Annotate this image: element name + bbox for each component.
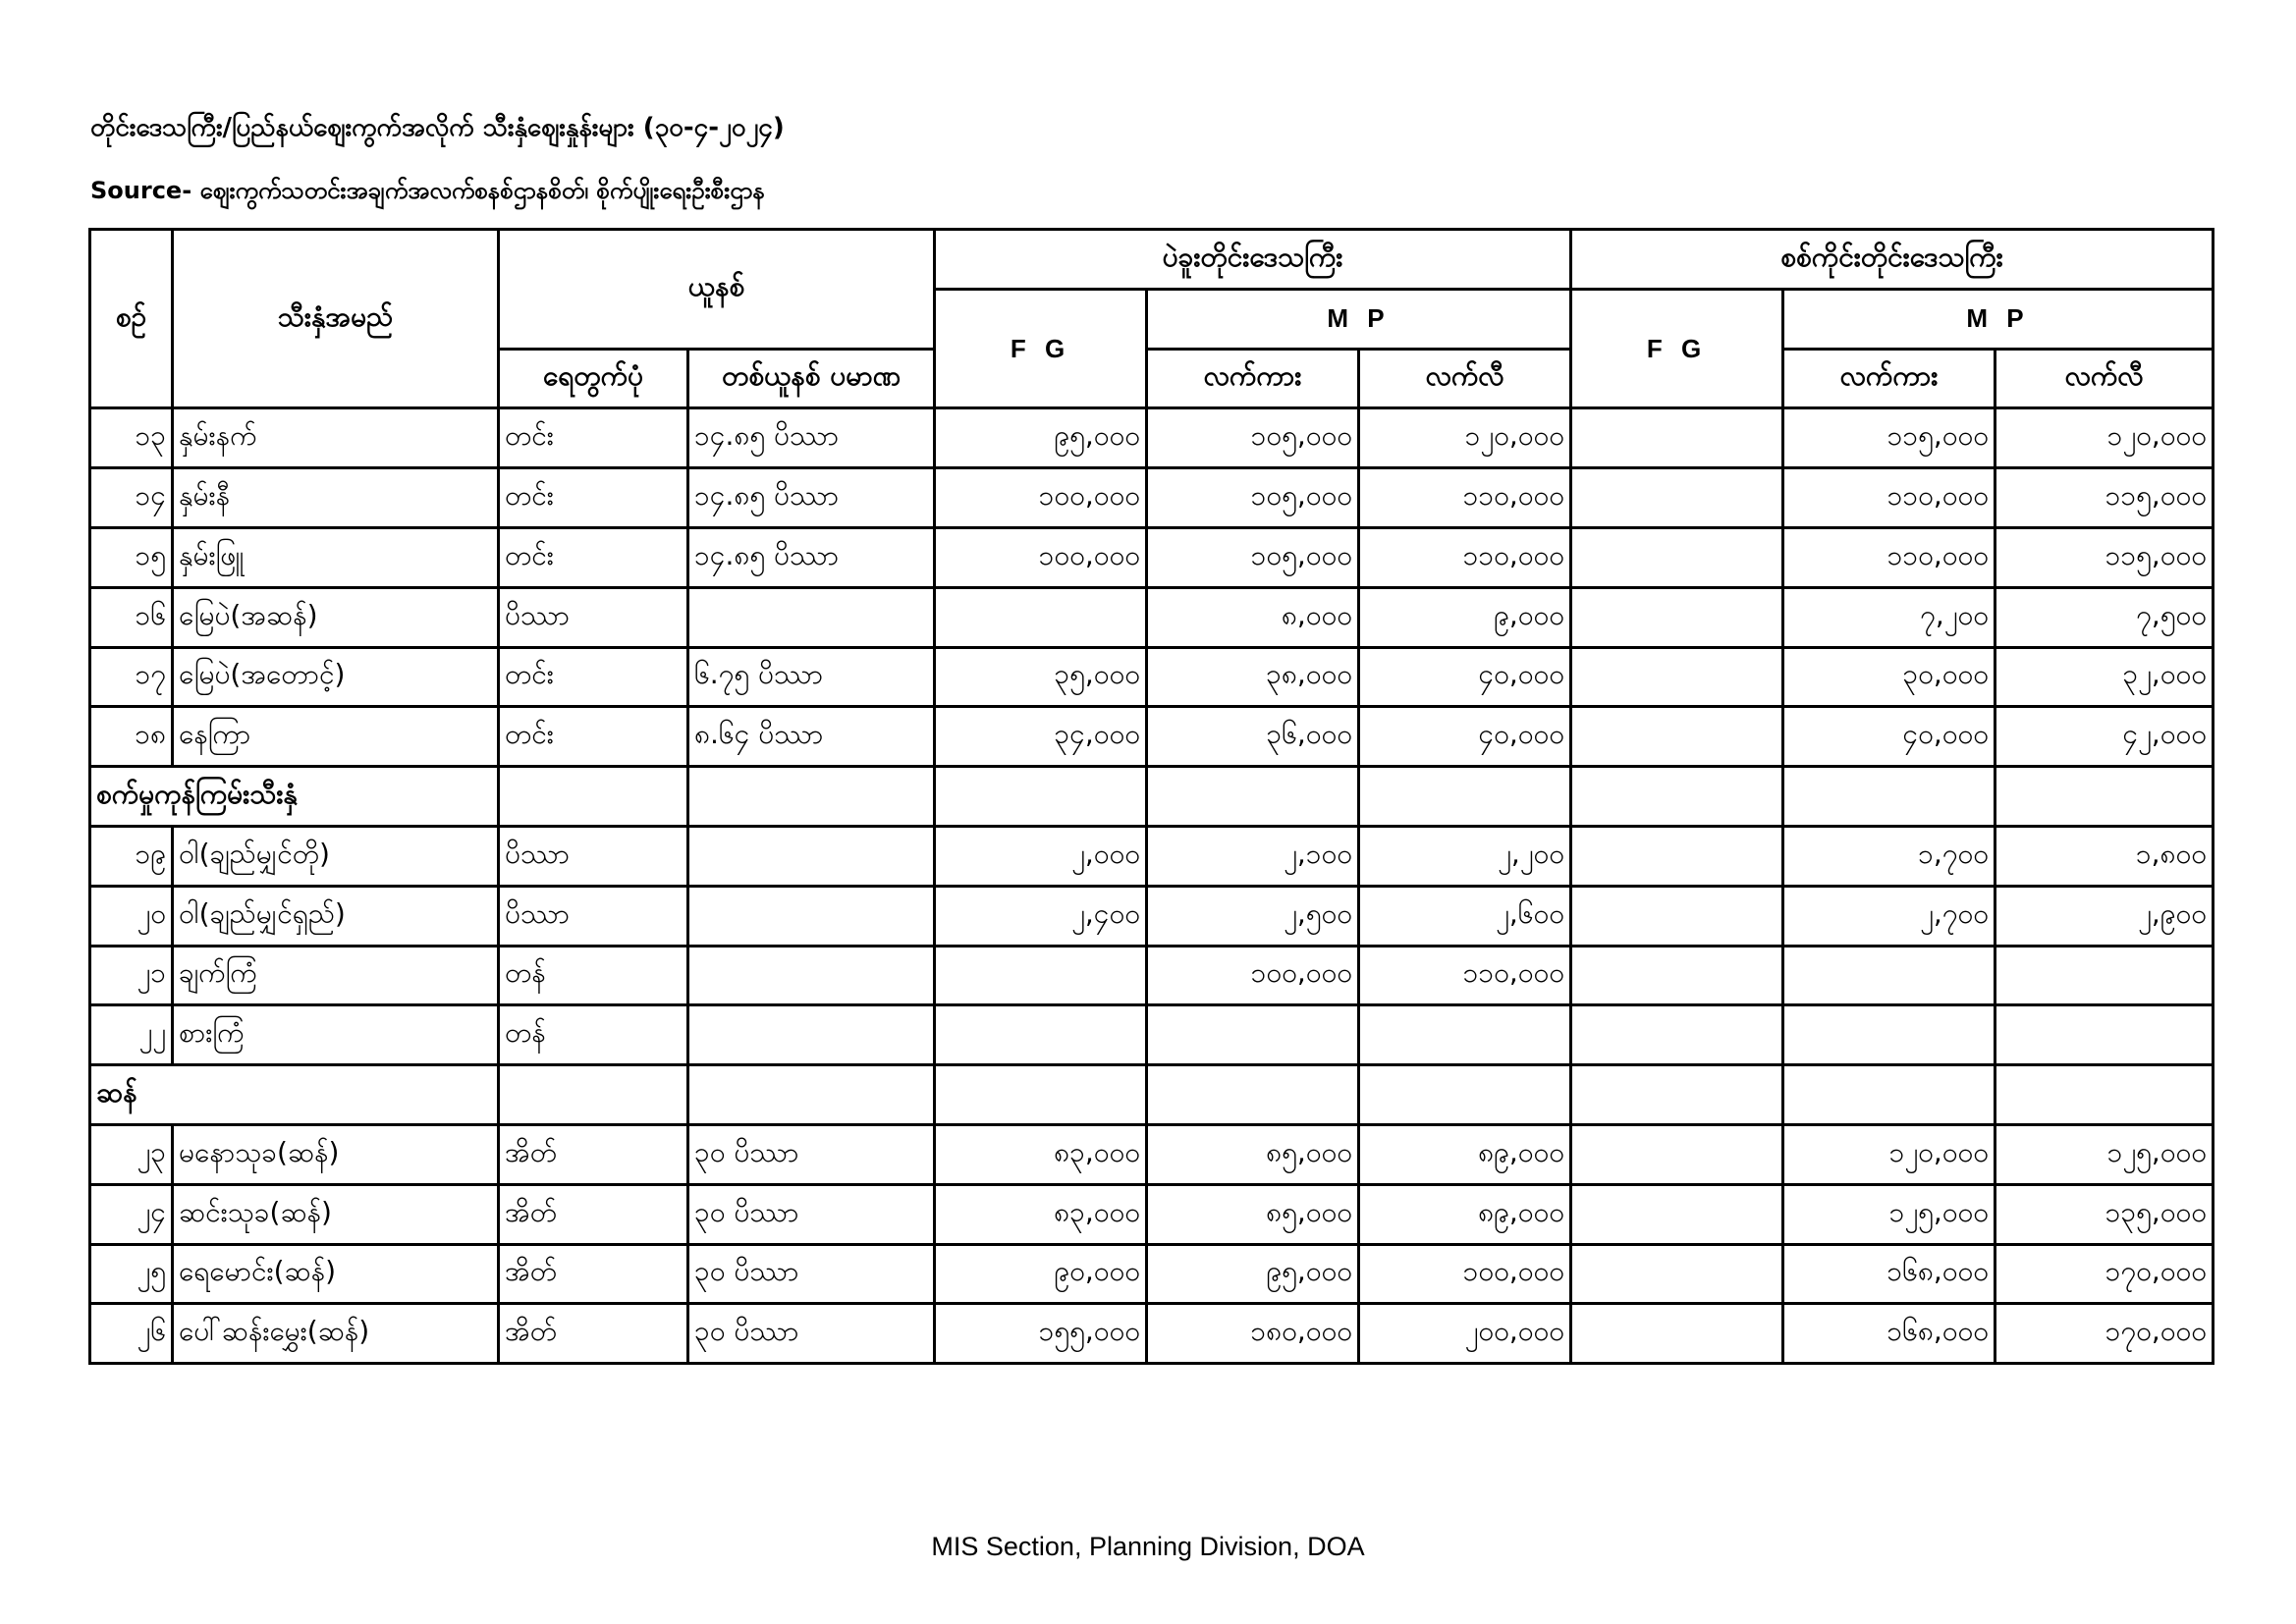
unit-size xyxy=(688,1005,935,1065)
r2-retail-price: ၁၁၅,၀၀၀ xyxy=(1995,527,2214,587)
category-row xyxy=(90,1065,2214,1125)
header-unit: ယူနစ် xyxy=(499,230,935,350)
r2-wholesale-price: ၁၁၀,၀၀၀ xyxy=(1783,527,1995,587)
r1-retail-price: ၈၉,၀၀၀ xyxy=(1359,1124,1571,1184)
r2-wholesale-price: ၁၁၀,၀၀၀ xyxy=(1783,468,1995,528)
empty-cell xyxy=(1359,767,1571,827)
r2-fg-price xyxy=(1571,1184,1783,1244)
crop-name: ပေါ်ဆန်းမွှေး(ဆန်) xyxy=(173,1304,499,1364)
r2-fg-price xyxy=(1571,886,1783,946)
local-unit: အိတ် xyxy=(499,1124,688,1184)
table-header xyxy=(90,230,2214,408)
table-row xyxy=(90,1184,2214,1244)
r2-retail-price: ၃၂,၀၀၀ xyxy=(1995,647,2214,707)
crop-name: နှမ်းနက် xyxy=(173,408,499,468)
table-row xyxy=(90,946,2214,1005)
unit-size xyxy=(688,886,935,946)
r1-retail-price: ၂,၂၀၀ xyxy=(1359,826,1571,886)
r1-fg-price: ၂,၀၀၀ xyxy=(935,826,1147,886)
page-title: တိုင်းဒေသကြီး/ပြည်နယ်ဈေးကွက်အလိုက် သီးနှံဈေးနှုန်းများ (၃၀-၄-၂၀၂၄) xyxy=(90,113,785,142)
footer: MIS Section, Planning Division, DOA xyxy=(931,1532,1365,1561)
r1-fg-price xyxy=(935,587,1147,647)
r1-retail-price: ၉,၀၀၀ xyxy=(1359,587,1571,647)
r2-fg-price xyxy=(1571,1005,1783,1065)
crop-name: နှမ်းဖြူ xyxy=(173,527,499,587)
r2-wholesale-price: ၁၁၅,၀၀၀ xyxy=(1783,408,1995,468)
r2-fg-price xyxy=(1571,527,1783,587)
local-unit: တန် xyxy=(499,946,688,1005)
r2-retail-price: ၇,၅၀၀ xyxy=(1995,587,2214,647)
empty-cell xyxy=(1147,767,1359,827)
row-number: ၂၆ xyxy=(90,1304,173,1364)
r2-wholesale-price: ၁၂၅,၀၀၀ xyxy=(1783,1184,1995,1244)
r1-fg-price: ၁၀၀,၀၀၀ xyxy=(935,527,1147,587)
local-unit: တင်း xyxy=(499,527,688,587)
r1-wholesale-price: ၃၈,၀၀၀ xyxy=(1147,647,1359,707)
header-r1-mp: M P xyxy=(1147,289,1571,349)
r1-wholesale-price: ၁၀၅,၀၀၀ xyxy=(1147,527,1359,587)
r2-fg-price xyxy=(1571,647,1783,707)
table-row xyxy=(90,647,2214,707)
header-r1-retail: လက်လီ xyxy=(1359,349,1571,408)
local-unit: တင်း xyxy=(499,468,688,528)
empty-cell xyxy=(499,1065,688,1125)
unit-size xyxy=(688,826,935,886)
r2-fg-price xyxy=(1571,408,1783,468)
empty-cell xyxy=(688,1065,935,1125)
r2-retail-price: ၁၇၀,၀၀၀ xyxy=(1995,1244,2214,1304)
header-r2-wholesale: လက်ကား xyxy=(1783,349,1995,408)
row-number: ၁၅ xyxy=(90,527,173,587)
r2-fg-price xyxy=(1571,1304,1783,1364)
category-label: ဆန် xyxy=(90,1065,499,1125)
r1-wholesale-price: ၂,၁၀၀ xyxy=(1147,826,1359,886)
r2-retail-price: ၁၂၀,၀၀၀ xyxy=(1995,408,2214,468)
r1-fg-price xyxy=(935,946,1147,1005)
r2-wholesale-price: ၇,၂၀၀ xyxy=(1783,587,1995,647)
empty-cell xyxy=(688,767,935,827)
row-number: ၁၃ xyxy=(90,408,173,468)
table-row xyxy=(90,527,2214,587)
local-unit: ပိဿာ xyxy=(499,587,688,647)
r1-wholesale-price: ၈၅,၀၀၀ xyxy=(1147,1184,1359,1244)
local-unit: တန် xyxy=(499,1005,688,1065)
table-row xyxy=(90,408,2214,468)
table-row xyxy=(90,468,2214,528)
local-unit: တင်း xyxy=(499,647,688,707)
header-r1-wholesale: လက်ကား xyxy=(1147,349,1359,408)
r1-fg-price: ၈၃,၀၀၀ xyxy=(935,1184,1147,1244)
table-row xyxy=(90,707,2214,767)
local-unit: ပိဿာ xyxy=(499,886,688,946)
unit-size xyxy=(688,587,935,647)
r2-fg-price xyxy=(1571,1124,1783,1184)
r1-retail-price: ၈၉,၀၀၀ xyxy=(1359,1184,1571,1244)
row-number: ၁၈ xyxy=(90,707,173,767)
local-unit: တင်း xyxy=(499,707,688,767)
table-row xyxy=(90,886,2214,946)
crop-name: ဝါ(ချည်မျှင်တို) xyxy=(173,826,499,886)
header-no: စဉ် xyxy=(90,230,173,408)
r2-retail-price: ၂,၉၀၀ xyxy=(1995,886,2214,946)
unit-size: ၃၀ ပိဿာ xyxy=(688,1304,935,1364)
r2-retail-price: ၄၂,၀၀၀ xyxy=(1995,707,2214,767)
r2-retail-price: ၁၁၅,၀၀၀ xyxy=(1995,468,2214,528)
r1-retail-price xyxy=(1359,1005,1571,1065)
crop-name: ချက်ကြံ xyxy=(173,946,499,1005)
table-row xyxy=(90,1304,2214,1364)
r1-wholesale-price: ၈,၀၀၀ xyxy=(1147,587,1359,647)
r2-retail-price xyxy=(1995,1005,2214,1065)
row-number: ၂၄ xyxy=(90,1184,173,1244)
row-number: ၂၁ xyxy=(90,946,173,1005)
r2-wholesale-price: ၁၆၈,၀၀၀ xyxy=(1783,1244,1995,1304)
unit-size: ၁၄.၈၅ ပိဿာ xyxy=(688,468,935,528)
r1-wholesale-price: ၁၀၀,၀၀၀ xyxy=(1147,946,1359,1005)
r2-retail-price: ၁၂၅,၀၀၀ xyxy=(1995,1124,2214,1184)
unit-size: ၈.၆၄ ပိဿာ xyxy=(688,707,935,767)
empty-cell xyxy=(935,1065,1147,1125)
unit-size: ၃၀ ပိဿာ xyxy=(688,1124,935,1184)
table-row xyxy=(90,1124,2214,1184)
r1-retail-price: ၄၀,၀၀၀ xyxy=(1359,707,1571,767)
r2-retail-price xyxy=(1995,946,2214,1005)
crop-name: ဝါ(ချည်မျှင်ရှည်) xyxy=(173,886,499,946)
r2-fg-price xyxy=(1571,826,1783,886)
empty-cell xyxy=(1783,1065,1995,1125)
empty-cell xyxy=(1571,767,1783,827)
r2-fg-price xyxy=(1571,946,1783,1005)
unit-size: ၁၄.၈၅ ပိဿာ xyxy=(688,408,935,468)
r1-fg-price: ၉၀,၀၀၀ xyxy=(935,1244,1147,1304)
header-r2-fg: F G xyxy=(1571,289,1783,408)
unit-size: ၃၀ ပိဿာ xyxy=(688,1244,935,1304)
header-crop: သီးနှံအမည် xyxy=(173,230,499,408)
r2-wholesale-price: ၁,၇၀၀ xyxy=(1783,826,1995,886)
empty-cell xyxy=(1571,1065,1783,1125)
header-region-2: စစ်ကိုင်းတိုင်းဒေသကြီး xyxy=(1571,230,2214,290)
r2-fg-price xyxy=(1571,1244,1783,1304)
r2-wholesale-price: ၁၆၈,၀၀၀ xyxy=(1783,1304,1995,1364)
r1-wholesale-price: ၁၀၅,၀၀၀ xyxy=(1147,408,1359,468)
crop-name: မြေပဲ(အတောင့်) xyxy=(173,647,499,707)
r1-wholesale-price xyxy=(1147,1005,1359,1065)
header-r2-retail: လက်လီ xyxy=(1995,349,2214,408)
header-unit-size: တစ်ယူနစ် ပမာဏ xyxy=(688,349,935,408)
r2-fg-price xyxy=(1571,468,1783,528)
crop-name: ဆင်းသုခ(ဆန်) xyxy=(173,1184,499,1244)
r2-wholesale-price: ၄၀,၀၀၀ xyxy=(1783,707,1995,767)
empty-cell xyxy=(1147,1065,1359,1125)
r1-retail-price: ၁၁၀,၀၀၀ xyxy=(1359,946,1571,1005)
empty-cell xyxy=(1995,767,2214,827)
r1-fg-price: ၁၅၅,၀၀၀ xyxy=(935,1304,1147,1364)
r2-retail-price: ၁၇၀,၀၀၀ xyxy=(1995,1304,2214,1364)
r1-fg-price: ၃၄,၀၀၀ xyxy=(935,707,1147,767)
empty-cell xyxy=(1995,1065,2214,1125)
unit-size: ၆.၇၅ ပိဿာ xyxy=(688,647,935,707)
local-unit: ပိဿာ xyxy=(499,826,688,886)
r1-retail-price: ၁၁၀,၀၀၀ xyxy=(1359,468,1571,528)
row-number: ၂၀ xyxy=(90,886,173,946)
crop-name: မြေပဲ(အဆန်) xyxy=(173,587,499,647)
r1-fg-price xyxy=(935,1005,1147,1065)
row-number: ၁၄ xyxy=(90,468,173,528)
r2-wholesale-price: ၃၀,၀၀၀ xyxy=(1783,647,1995,707)
r1-wholesale-price: ၂,၅၀၀ xyxy=(1147,886,1359,946)
row-number: ၂၅ xyxy=(90,1244,173,1304)
unit-size: ၁၄.၈၅ ပိဿာ xyxy=(688,527,935,587)
r1-fg-price: ၈၃,၀၀၀ xyxy=(935,1124,1147,1184)
r1-retail-price: ၁၀၀,၀၀၀ xyxy=(1359,1244,1571,1304)
r1-wholesale-price: ၁၈၀,၀၀၀ xyxy=(1147,1304,1359,1364)
crop-name: နှမ်းနီ xyxy=(173,468,499,528)
r2-retail-price: ၁,၈၀၀ xyxy=(1995,826,2214,886)
r1-retail-price: ၄၀,၀၀၀ xyxy=(1359,647,1571,707)
r1-fg-price: ၂,၄၀၀ xyxy=(935,886,1147,946)
r1-retail-price: ၂၀၀,၀၀၀ xyxy=(1359,1304,1571,1364)
header-region-1: ပဲခူးတိုင်းဒေသကြီး xyxy=(935,230,1571,290)
crop-name: နေကြာ xyxy=(173,707,499,767)
r2-wholesale-price: ၁၂၀,၀၀၀ xyxy=(1783,1124,1995,1184)
category-row xyxy=(90,767,2214,827)
r2-retail-price: ၁၃၅,၀၀၀ xyxy=(1995,1184,2214,1244)
r1-fg-price: ၃၅,၀၀၀ xyxy=(935,647,1147,707)
table-row xyxy=(90,826,2214,886)
empty-cell xyxy=(1359,1065,1571,1125)
r1-wholesale-price: ၃၆,၀၀၀ xyxy=(1147,707,1359,767)
source-line: Source- ဈေးကွက်သတင်းအချက်အလက်စနစ်ဌာနစိတ်၊ စိုက်ပျိုးရေးဦးစီးဌာန xyxy=(90,177,765,204)
row-number: ၂၃ xyxy=(90,1124,173,1184)
local-unit: တင်း xyxy=(499,408,688,468)
crop-name: စားကြံ xyxy=(173,1005,499,1065)
header-r2-mp: M P xyxy=(1783,289,2214,349)
row-number: ၂၂ xyxy=(90,1005,173,1065)
unit-size xyxy=(688,946,935,1005)
crop-name: ရေမောင်း(ဆန်) xyxy=(173,1244,499,1304)
table-row xyxy=(90,587,2214,647)
r2-fg-price xyxy=(1571,707,1783,767)
r2-fg-price xyxy=(1571,587,1783,647)
local-unit: အိတ် xyxy=(499,1304,688,1364)
r1-wholesale-price: ၁၀၅,၀၀၀ xyxy=(1147,468,1359,528)
r1-fg-price: ၉၅,၀၀၀ xyxy=(935,408,1147,468)
r2-wholesale-price: ၂,၇၀၀ xyxy=(1783,886,1995,946)
category-label: စက်မှုကုန်ကြမ်းသီးနှံ xyxy=(90,767,499,827)
r1-fg-price: ၁၀၀,၀၀၀ xyxy=(935,468,1147,528)
empty-cell xyxy=(935,767,1147,827)
r1-wholesale-price: ၈၅,၀၀၀ xyxy=(1147,1124,1359,1184)
unit-size: ၃၀ ပိဿာ xyxy=(688,1184,935,1244)
empty-cell xyxy=(499,767,688,827)
row-number: ၁၇ xyxy=(90,647,173,707)
table-body xyxy=(90,408,2214,1364)
crop-name: မနောသုခ(ဆန်) xyxy=(173,1124,499,1184)
r1-retail-price: ၁၁၀,၀၀၀ xyxy=(1359,527,1571,587)
r1-wholesale-price: ၉၅,၀၀၀ xyxy=(1147,1244,1359,1304)
r1-retail-price: ၁၂၀,၀၀၀ xyxy=(1359,408,1571,468)
price-table xyxy=(88,228,2214,1365)
r2-wholesale-price xyxy=(1783,1005,1995,1065)
table-row xyxy=(90,1005,2214,1065)
table-row xyxy=(90,1244,2214,1304)
header-r1-fg: F G xyxy=(935,289,1147,408)
local-unit: အိတ် xyxy=(499,1244,688,1304)
r2-wholesale-price xyxy=(1783,946,1995,1005)
row-number: ၁၉ xyxy=(90,826,173,886)
r1-retail-price: ၂,၆၀၀ xyxy=(1359,886,1571,946)
header-local-unit: ရေတွက်ပုံ xyxy=(499,349,688,408)
row-number: ၁၆ xyxy=(90,587,173,647)
empty-cell xyxy=(1783,767,1995,827)
local-unit: အိတ် xyxy=(499,1184,688,1244)
